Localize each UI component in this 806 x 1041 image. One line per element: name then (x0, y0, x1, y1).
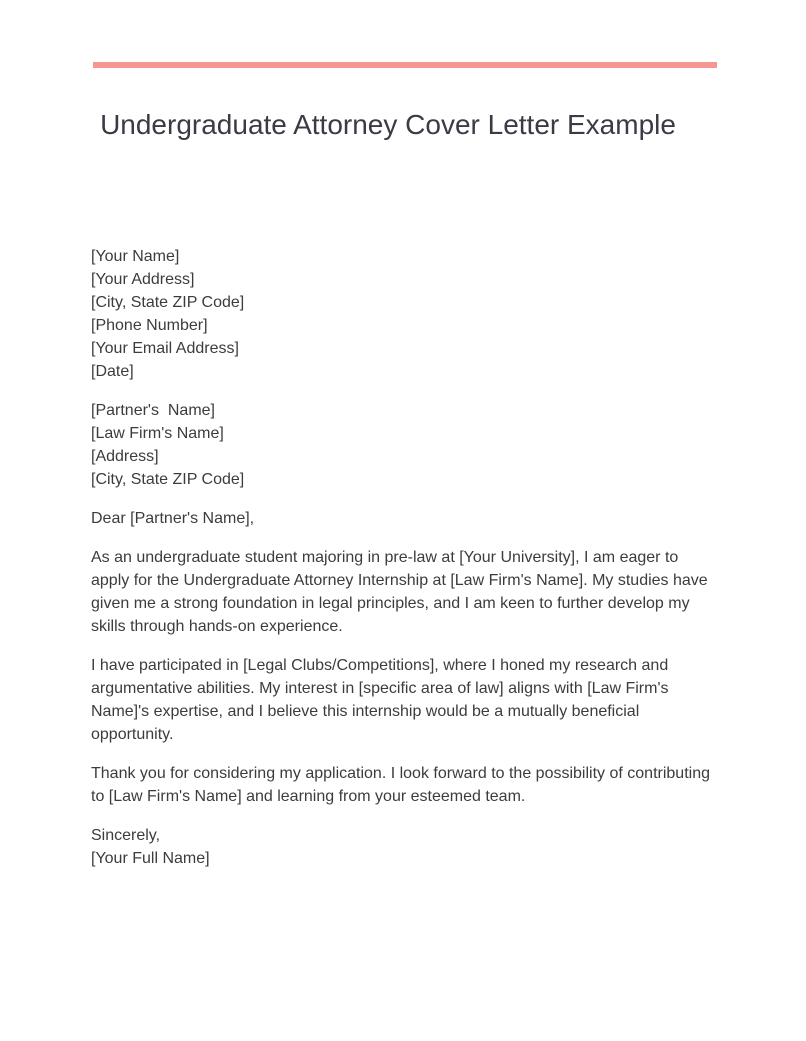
salutation: Dear [Partner's Name], (91, 510, 255, 527)
sender-address: [Your Address] (91, 271, 195, 288)
accent-rule (93, 62, 717, 68)
sender-phone: [Phone Number] (91, 317, 208, 334)
letter-date: [Date] (91, 363, 134, 380)
paragraph-intro: As an undergraduate student majoring in pre-law at [Your University], I am eager to apply for the Undergraduate Attorney Internship at [Law Firm's Name]. My studies have given me a strong foundation in legal principles, and I am keen to further develop my skills through hands-on experience. (91, 549, 708, 635)
sender-name: [Your Name] (91, 248, 180, 265)
signature: [Your Full Name] (91, 850, 210, 867)
document-title: Undergraduate Attorney Cover Letter Example (100, 109, 676, 140)
recipient-firm: [Law Firm's Name] (91, 425, 224, 442)
sender-email: [Your Email Address] (91, 340, 239, 357)
closing-block (91, 824, 711, 870)
recipient-city: [City, State ZIP Code] (91, 471, 245, 488)
letter-body (91, 245, 711, 886)
paragraph-thanks: Thank you for considering my application. I look forward to the possibility of contributing to [Law Firm's Name] and learning from your esteemed team. (91, 765, 710, 805)
recipient-name: [Partner's Name] (91, 402, 215, 419)
recipient-block (91, 399, 711, 491)
paragraph-experience: I have participated in [Legal Clubs/Competitions], where I honed my research and argumentative abilities. My interest in [specific area of law] aligns with [Law Firm's Name]'s expertise, and I believe this internship would be a mutually beneficial opportunity. (91, 657, 669, 743)
recipient-address: [Address] (91, 448, 159, 465)
sender-city: [City, State ZIP Code] (91, 294, 245, 311)
sender-block (91, 245, 711, 383)
closing: Sincerely, (91, 827, 161, 844)
